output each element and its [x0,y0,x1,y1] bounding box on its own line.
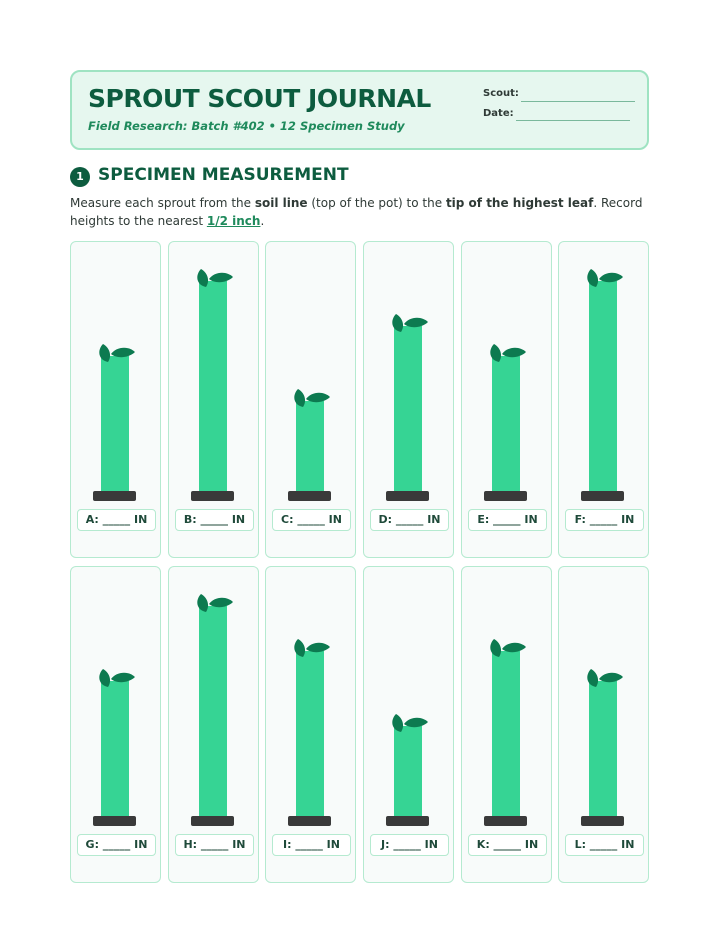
leaf-icon [193,592,237,614]
pot-soil-line [93,816,136,826]
specimen-card [265,566,356,883]
sprout-stem [199,606,227,816]
leaf-icon [583,267,627,289]
pot-soil-line [191,491,234,501]
specimen-card [265,241,356,558]
sprout-stem [492,356,520,491]
tip-term: tip of the highest leaf [445,196,594,210]
leaf-icon [583,667,627,689]
instructions: Measure each sprout from the soil line (top of the pot) to the tip of the highest leaf. Record heights to the nearest 1/2 inch. [70,196,643,228]
specimen-label[interactable]: J: _____ IN [370,834,449,856]
journal-subtitle: Field Research: Batch #402 • 12 Specimen Study [88,119,405,133]
leaf-icon [486,637,530,659]
journal-header [70,70,649,150]
specimen-label[interactable]: H: _____ IN [175,834,254,856]
specimen-label[interactable]: F: _____ IN [565,509,644,531]
sprout-stem [394,326,422,491]
specimen-card [363,241,454,558]
leaf-icon [486,342,530,364]
specimen-card [558,241,649,558]
specimen-card [70,241,161,558]
sprout-stem [101,681,129,816]
leaf-icon [388,312,432,334]
specimen-card [168,566,259,883]
scout-label: Scout: [483,88,519,99]
leaf-icon [95,342,139,364]
pot-soil-line [484,816,527,826]
sprout-stem [589,281,617,491]
pot-soil-line [191,816,234,826]
section-title: SPECIMEN MEASUREMENT [98,165,349,185]
pot-soil-line [93,491,136,501]
sprout-stem [199,281,227,491]
specimen-card [461,566,552,883]
pot-soil-line [581,491,624,501]
pot-soil-line [386,491,429,501]
date-line[interactable] [516,120,630,121]
sprout-stem [394,726,422,816]
pot-soil-line [484,491,527,501]
pot-soil-line [288,491,331,501]
pot-soil-line [386,816,429,826]
unit-term: 1/2 inch [206,214,261,228]
specimen-card [70,566,161,883]
leaf-icon [290,387,334,409]
specimen-label[interactable]: C: _____ IN [272,509,351,531]
soil-line-term: soil line [254,196,308,210]
specimen-label[interactable]: B: _____ IN [175,509,254,531]
date-label: Date: [483,108,514,119]
pot-soil-line [288,816,331,826]
specimen-label[interactable]: K: _____ IN [468,834,547,856]
specimen-label[interactable]: I: _____ IN [272,834,351,856]
sprout-stem [296,651,324,816]
specimen-label[interactable]: G: _____ IN [77,834,156,856]
sprout-stem [296,401,324,491]
specimen-card [168,241,259,558]
sprout-stem [101,356,129,491]
specimen-card [363,566,454,883]
leaf-icon [388,712,432,734]
leaf-icon [193,267,237,289]
specimen-label[interactable]: A: _____ IN [77,509,156,531]
specimen-label[interactable]: E: _____ IN [468,509,547,531]
leaf-icon [95,667,139,689]
section-number-badge: 1 [70,167,90,187]
pot-soil-line [581,816,624,826]
specimen-card [461,241,552,558]
scout-line[interactable] [521,101,635,102]
specimen-label[interactable]: D: _____ IN [370,509,449,531]
sprout-stem [492,651,520,816]
sprout-stem [589,681,617,816]
specimen-label[interactable]: L: _____ IN [565,834,644,856]
specimen-card [558,566,649,883]
leaf-icon [290,637,334,659]
journal-title: SPROUT SCOUT JOURNAL [88,84,431,113]
